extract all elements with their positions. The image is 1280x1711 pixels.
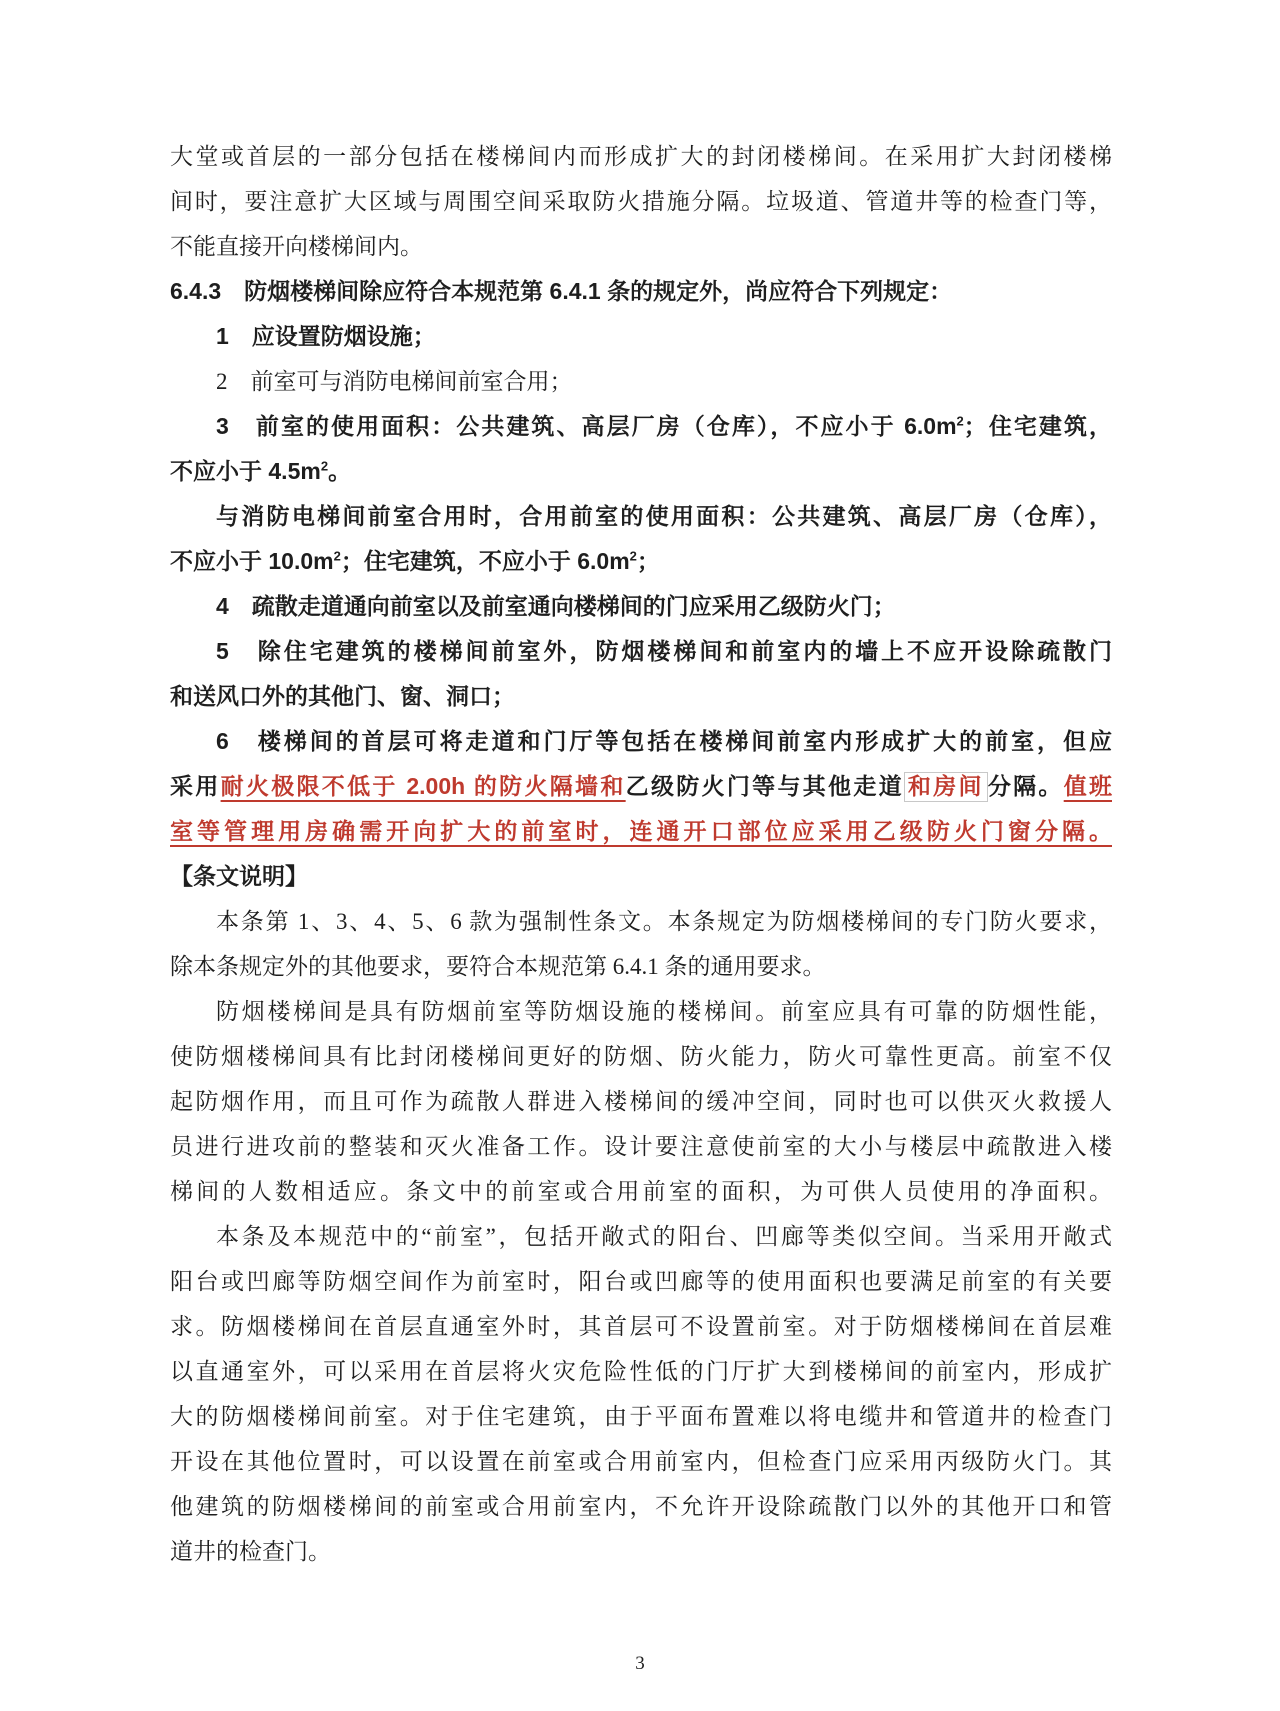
text-segment: 本条及本规范中的“前室”，包括开敞式的阳台、凹廊等类似空间。当采用开敞式 — [216, 1224, 1112, 1249]
text-segment: ；住宅建筑，不应小于 6.0m — [340, 548, 630, 574]
text-segment: 【条文说明】 — [170, 863, 308, 889]
text-line — [170, 404, 1112, 449]
text-segment: 他建筑的防烟楼梯间的前室或合用前室内，不允许开设除疏散门以外的其他开口和管 — [170, 1494, 1112, 1519]
text-line — [170, 674, 1112, 719]
text-segment: 室等管理用房确需开向扩大的前室时，连通开口部位应采用乙级防火门窗分隔。 — [170, 818, 1112, 844]
text-segment: 乙级防火门等与其他走道 — [625, 773, 904, 799]
text-line — [170, 584, 1112, 629]
text-segment: 求。防烟楼梯间在首层直通室外时，其首层可不设置前室。对于防烟楼梯间在首层难 — [170, 1314, 1112, 1339]
text-line — [170, 494, 1112, 539]
document-body — [170, 134, 1112, 1574]
text-line — [170, 1484, 1112, 1529]
text-segment: 4 疏散走道通向前室以及前室通向楼梯间的门应采用乙级防火门； — [216, 593, 896, 619]
text-line — [170, 179, 1112, 224]
text-line — [170, 764, 1112, 809]
text-segment: 分隔。 — [987, 773, 1064, 799]
text-line — [170, 989, 1112, 1034]
text-segment: 大的防烟楼梯间前室。对于住宅建筑，由于平面布置难以将电缆井和管道井的检查门 — [170, 1404, 1112, 1429]
text-segment: 5 除住宅建筑的楼梯间前室外，防烟楼梯间和前室内的墙上不应开设除疏散门 — [216, 638, 1112, 664]
text-segment: 使防烟楼梯间具有比封闭楼梯间更好的防烟、防火能力，防火可靠性更高。前室不仅 — [170, 1044, 1112, 1069]
text-segment: 1 应设置防烟设施； — [216, 323, 436, 349]
text-line — [170, 224, 1112, 269]
text-line — [170, 1304, 1112, 1349]
text-segment: 起防烟作用，而且可作为疏散人群进入楼梯间的缓冲空间，同时也可以供灭火救援人 — [170, 1089, 1112, 1114]
text-segment: 值班 — [1063, 773, 1112, 799]
text-segment: 梯间的人数相适应。条文中的前室或合用前室的面积，为可供人员使用的净面积。 — [170, 1179, 1112, 1204]
text-line — [170, 449, 1112, 494]
text-line — [170, 314, 1112, 359]
text-line — [170, 359, 1112, 404]
text-line — [170, 809, 1112, 854]
text-segment: 和房间 — [904, 772, 988, 802]
text-segment: 2 — [320, 458, 329, 474]
text-segment: 道井的检查门。 — [170, 1539, 331, 1564]
text-segment: 大堂或首层的一部分包括在楼梯间内而形成扩大的封闭楼梯间。在采用扩大封闭楼梯 — [170, 144, 1112, 169]
text-segment: 6 楼梯间的首层可将走道和门厅等包括在楼梯间前室内形成扩大的前室，但应 — [216, 728, 1112, 754]
text-segment: 除本条规定外的其他要求，要符合本规范第 6.4.1 条的通用要求。 — [170, 954, 826, 979]
text-segment: 2 — [333, 548, 341, 564]
text-segment: 3 前室的使用面积：公共建筑、高层厂房（仓库），不应小于 6.0m — [216, 413, 957, 439]
text-segment: ；住宅建筑， — [963, 413, 1113, 439]
text-line — [170, 1349, 1112, 1394]
text-line — [170, 1079, 1112, 1124]
text-line — [170, 539, 1112, 584]
text-segment: 以直通室外，可以采用在首层将火灾危险性低的门厅扩大到楼梯间的前室内，形成扩 — [170, 1359, 1112, 1384]
text-line — [170, 1034, 1112, 1079]
text-line — [170, 1169, 1112, 1214]
text-segment: 不能直接开向楼梯间内。 — [170, 234, 423, 259]
text-segment: 2 — [956, 413, 964, 429]
text-line — [170, 269, 1112, 314]
text-line — [170, 1394, 1112, 1439]
text-line — [170, 1439, 1112, 1484]
text-segment: 间时，要注意扩大区域与周围空间采取防火措施分隔。垃圾道、管道井等的检查门等， — [170, 189, 1112, 214]
text-segment: 员进行进攻前的整装和灭火准备工作。设计要注意使前室的大小与楼层中疏散进入楼 — [170, 1134, 1112, 1159]
text-segment: 不应小于 10.0m — [170, 548, 334, 574]
text-segment: 采用 — [170, 773, 221, 799]
text-line — [170, 854, 1112, 899]
text-segment: 2 前室可与消防电梯间前室合用； — [216, 369, 573, 394]
text-segment: 阳台或凹廊等防烟空间作为前室时，阳台或凹廊等的使用面积也要满足前室的有关要 — [170, 1269, 1112, 1294]
text-segment: 开设在其他位置时，可以设置在前室或合用前室内，但检查门应采用丙级防火门。其 — [170, 1449, 1112, 1474]
text-segment: 2 — [629, 548, 637, 564]
text-line — [170, 899, 1112, 944]
text-line — [170, 1259, 1112, 1304]
text-segment: 防烟楼梯间是具有防烟前室等防烟设施的楼梯间。前室应具有可靠的防烟性能， — [216, 999, 1112, 1024]
text-segment: 和送风口外的其他门、窗、洞口； — [170, 683, 515, 709]
text-segment: 本条第 1、3、4、5、6 款为强制性条文。本条规定为防烟楼梯间的专门防火要求， — [216, 909, 1112, 934]
text-line — [170, 944, 1112, 989]
text-line — [170, 134, 1112, 179]
text-segment: 与消防电梯间前室合用时，合用前室的使用面积：公共建筑、高层厂房（仓库）， — [216, 503, 1112, 529]
page-number: 3 — [635, 1653, 645, 1674]
text-line — [170, 719, 1112, 764]
text-segment: 。 — [328, 458, 352, 484]
text-segment: 耐火极限不低于 2.00h 的防火隔墙和 — [220, 773, 626, 799]
text-segment: 6.4.3 防烟楼梯间除应符合本规范第 6.4.1 条的规定外，尚应符合下列规定： — [170, 278, 953, 304]
text-segment: 不应小于 4.5m — [170, 458, 321, 484]
text-line — [170, 1124, 1112, 1169]
text-line — [170, 1529, 1112, 1574]
text-line — [170, 1214, 1112, 1259]
text-line — [170, 629, 1112, 674]
text-segment: ； — [636, 548, 660, 574]
